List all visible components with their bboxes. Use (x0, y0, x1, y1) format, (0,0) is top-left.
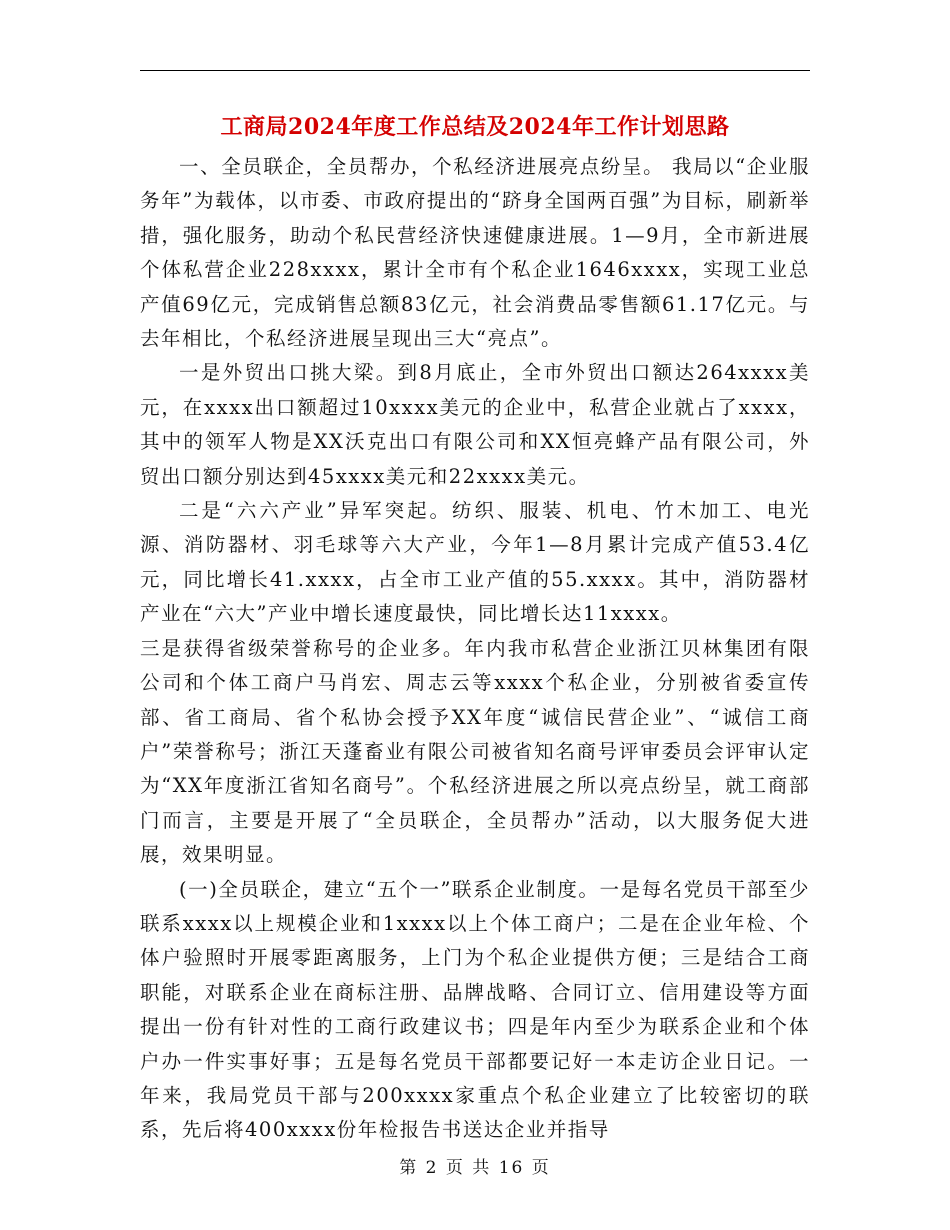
header-rule (140, 70, 810, 71)
document-title: 工商局2024年度工作总结及2024年工作计划思路 (220, 114, 730, 140)
paragraph-six-industries: 二是“六六产业”异军突起。纺织、服装、机电、竹木加工、电光源、消防器材、羽毛球等六大产业，今年1—8月累计完成产值53.4亿元，同比增长41.xxxx，占全市工业产值的55.xxxx。其中，消防器材产业在“六大”产业中增长速度最快，同比增长达11xxxx。 (140, 499, 810, 626)
paragraph-five-ones-system: (一)全员联企，建立“五个一”联系企业制度。一是每名党员干部至少联系xxxx以上规模企业和1xxxx以上个体工商户；二是在企业年检、个体户验照时开展零距离服务，上门为个私企业提供方便；三是结合工商职能，对联系企业在商标注册、品牌战略、合同订立、信用建设等方面提出一份有针对性的工商行政建议书；四是年内至少为联系企业和个体户办一件实事好事；五是每名党员干部都要记好一本走访企业日记。一年来，我局党员干部与200xxxx家重点个私企业建立了比较密切的联系，先后将400xxxx份年检报告书送达企业并指导 (140, 877, 810, 1142)
paragraph-foreign-trade: 一是外贸出口挑大梁。到8月底止，全市外贸出口额达264xxxx美元，在xxxx出口额超过10xxxx美元的企业中，私营企业就占了xxxx，其中的领军人物是XX沃克出口有限公司和XX恒亮蜂产品有限公司，外贸出口额分别达到45xxxx美元和22xxxx美元。 (140, 361, 810, 488)
page-number: 第 2 页 共 16 页 (399, 1158, 551, 1178)
document-body (140, 150, 810, 1148)
paragraph-overview: 一、全员联企，全员帮办，个私经济进展亮点纷呈。 我局以“企业服务年”为载体，以市委、市政府提出的“跻身全国两百强”为目标，刷新举措，强化服务，助动个私民营经济快速健康进展。1—9月，全市新进展个体私营企业228xxxx，累计全市有个私企业1646xxxx，实现工业总产值69亿元，完成销售总额83亿元，社会消费品零售额61.17亿元。与去年相比，个私经济进展呈现出三大“亮点”。 (140, 155, 810, 351)
paragraph-provincial-honors: 三是获得省级荣誉称号的企业多。年内我市私营企业浙江贝林集团有限公司和个体工商户马肖宏、周志云等xxxx个私企业，分别被省委宣传部、省工商局、省个私协会授予XX年度“诚信民营企业”、“诚信工商户”荣誉称号；浙江天蓬畜业有限公司被省知名商号评审委员会评审认定为“XX年度浙江省知名商号”。个私经济进展之所以亮点纷呈，就工商部门而言，主要是开展了“全员联企，全员帮办”活动，以大服务促大进展，效果明显。 (140, 636, 810, 867)
